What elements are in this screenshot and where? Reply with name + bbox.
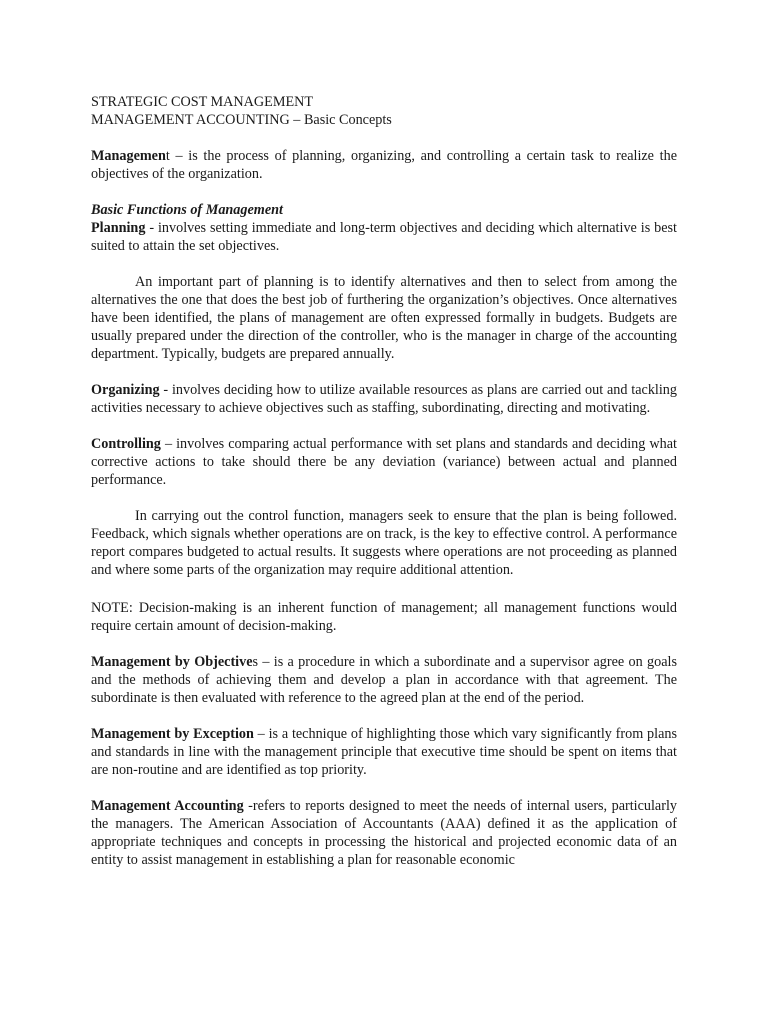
planning-detail: An important part of planning is to identify alternatives and then to select from among the alternatives the one that does the best job of furthering the organization’s objectives. Once alternatives have been identified, the plans of management are often expressed formally in budgets. Budgets are usually prepared under the direction of the controller, who is the manager in charge of the accounting department. Typically, budgets are prepared annually. [91,274,677,362]
mbo-text: – is a procedure in which a subordinate and a supervisor agree on goals and the methods of achieving them and develop a plan in accordance with that agreement. The subordinate is then evaluated with reference to the agreed plan at the end of the period. [91,654,677,706]
management-text: – is the process of planning, organizing, and controlling a certain task to realize the objectives of the organization. [91,148,677,182]
mbo-term: Management by Objective [91,654,253,670]
document-subtitle: MANAGEMENT ACCOUNTING – Basic Concepts [91,112,392,128]
management-term: Managemen [91,148,166,164]
organizing-definition [91,381,677,417]
planning-term: Planning [91,220,146,236]
basic-functions-heading: Basic Functions of Management [91,202,283,218]
document-title: STRATEGIC COST MANAGEMENT [91,94,314,110]
mbe-text: – is a technique of highlighting those which vary significantly from plans and standards in line with the management principle that executive time should be spent on items that are non-routine and are identified as top priority. [91,726,677,778]
decision-making-note: NOTE: Decision-making is an inherent function of management; all management functions would require certain amount of decision-making. [91,600,677,634]
organizing-term: Organizing [91,382,160,398]
mbe-definition [91,725,677,779]
mbo-definition [91,653,677,707]
document-page [91,93,677,869]
management-term-tail: t [165,148,170,164]
controlling-detail: In carrying out the control function, managers seek to ensure that the plan is being followed. Feedback, which signals whether operations are on track, is the key to effective control. A performance report compares budgeted to actual results. It suggests where operations are not proceeding as planned and where some parts of the organization may require additional attention. [91,508,677,578]
management-accounting-text: -refers to reports designed to meet the needs of internal users, particularly the managers. The American Association of Accountants (AAA) defined it as the application of appropriate techniques and concepts in processing the historical and projected economic data of an entity to assist management in establishing a plan for reasonable economic [91,798,677,868]
planning-definition [91,219,677,255]
controlling-text: – involves comparing actual performance with set plans and standards and deciding what corrective actions to take should there be any deviation (variance) between actual and planned performance. [91,436,677,488]
management-accounting-definition [91,797,677,869]
management-definition [91,147,677,183]
mbe-term: Management by Exception [91,726,254,742]
management-accounting-term: Management Accounting [91,798,244,814]
organizing-text: - involves deciding how to utilize available resources as plans are carried out and tackling activities necessary to achieve objectives such as staffing, subordinating, directing and motivating. [91,382,677,416]
controlling-definition [91,435,677,489]
planning-text: - involves setting immediate and long-term objectives and deciding which alternative is best suited to attain the set objectives. [91,220,677,254]
mbo-term-tail: s [252,654,259,670]
controlling-term: Controlling [91,436,161,452]
